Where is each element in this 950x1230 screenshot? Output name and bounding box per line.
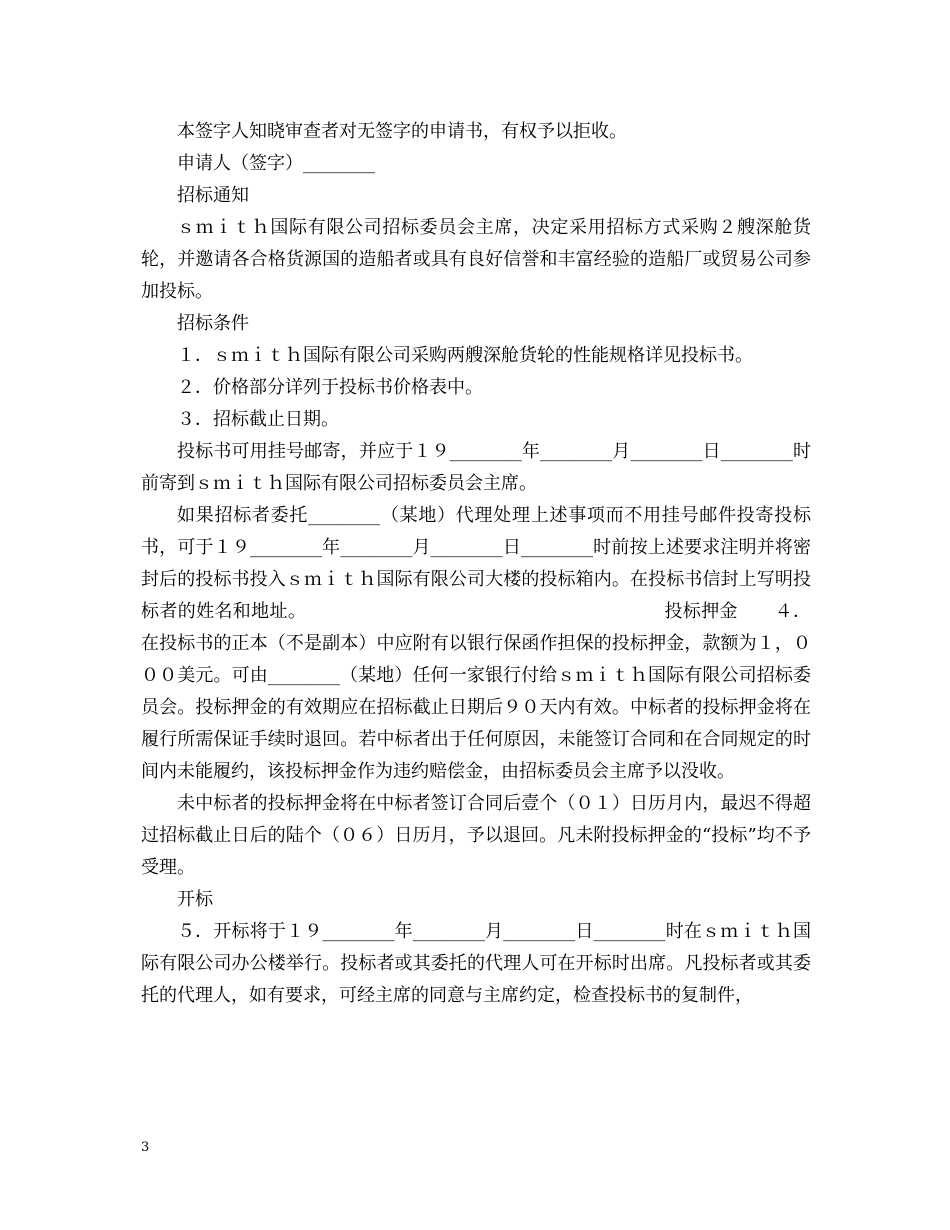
paragraph-signature-notice: 本签字人知晓审查者对无签字的申请书，有权予以拒收。 — [177, 121, 627, 142]
page-number: 3 — [141, 1140, 150, 1155]
paragraph-deposit-return: 未中标者的投标押金将在中标者签订合同后壹个（０１）日历月内，最迟不得超过招标截止日后的陆个（０６）日历月，予以退回。凡未附投标押金的“投标”均不予受理。 — [141, 793, 811, 878]
paragraph-tender-intro: ｓｍｉｔｈ国际有限公司招标委员会主席，决定采用招标方式采购２艘深舱货轮，并邀请各合格货源国的造船者或具有良好信誉和丰富经验的造船厂或贸易公司参加投标。 — [141, 217, 811, 302]
paragraph-condition-3: ３．招标截止日期。 — [177, 409, 339, 430]
paragraph-bid-opening: ５．开标将于１９________年________月________日________时在ｓｍｉｔｈ国际有限公司办公楼举行。投标者或其委托的代理人可在开标时出席。凡投标者或其委托的代理人，如有要求，可经主席的同意与主席约定，检查投标书的复制件， — [141, 921, 811, 1006]
paragraph-condition-2: ２．价格部分详列于投标书价格表中。 — [177, 377, 483, 398]
document-body — [141, 116, 811, 1012]
paragraph-mail-submission: 投标书可用挂号邮寄，并应于１９________年________月________日________时前寄到ｓｍｉｔｈ国际有限公司招标委员会主席。 — [141, 441, 811, 494]
heading-bid-opening: 开标 — [177, 889, 213, 910]
paragraph-condition-1: １．ｓｍｉｔｈ国际有限公司采购两艘深舱货轮的性能规格详见投标书。 — [177, 345, 753, 366]
paragraph-applicant-signature: 申请人（签字）________ — [177, 153, 375, 174]
heading-tender-conditions: 招标条件 — [177, 313, 249, 334]
heading-tender-notice: 招标通知 — [177, 185, 249, 206]
paragraph-agent-submission-and-deposit: 如果招标者委托________（某地）代理处理上述事项而不用挂号邮件投寄投标书，可于１９________年________月________日________时前按上述要求注明并将密封后的投标书投入ｓｍｉｔｈ国际有限公司大楼的投标箱内。在投标书信封上写明投标者的姓名和地址。 投标押金 ４．在投标书的正本（不是副本）中应附有以银行保函作担保的投标押金，款额为１，０００美元。可由________（某地）任何一家银行付给ｓｍｉｔｈ国际有限公司招标委员会。投标押金的有效期应在招标截止日期后９０天内有效。中标者的投标押金将在履行所需保证手续时退回。若中标者出于任何原因，未能签订合同和在合同规定的时间内未能履约，该投标押金作为违约赔偿金，由招标委员会主席予以没收。 — [141, 505, 811, 782]
